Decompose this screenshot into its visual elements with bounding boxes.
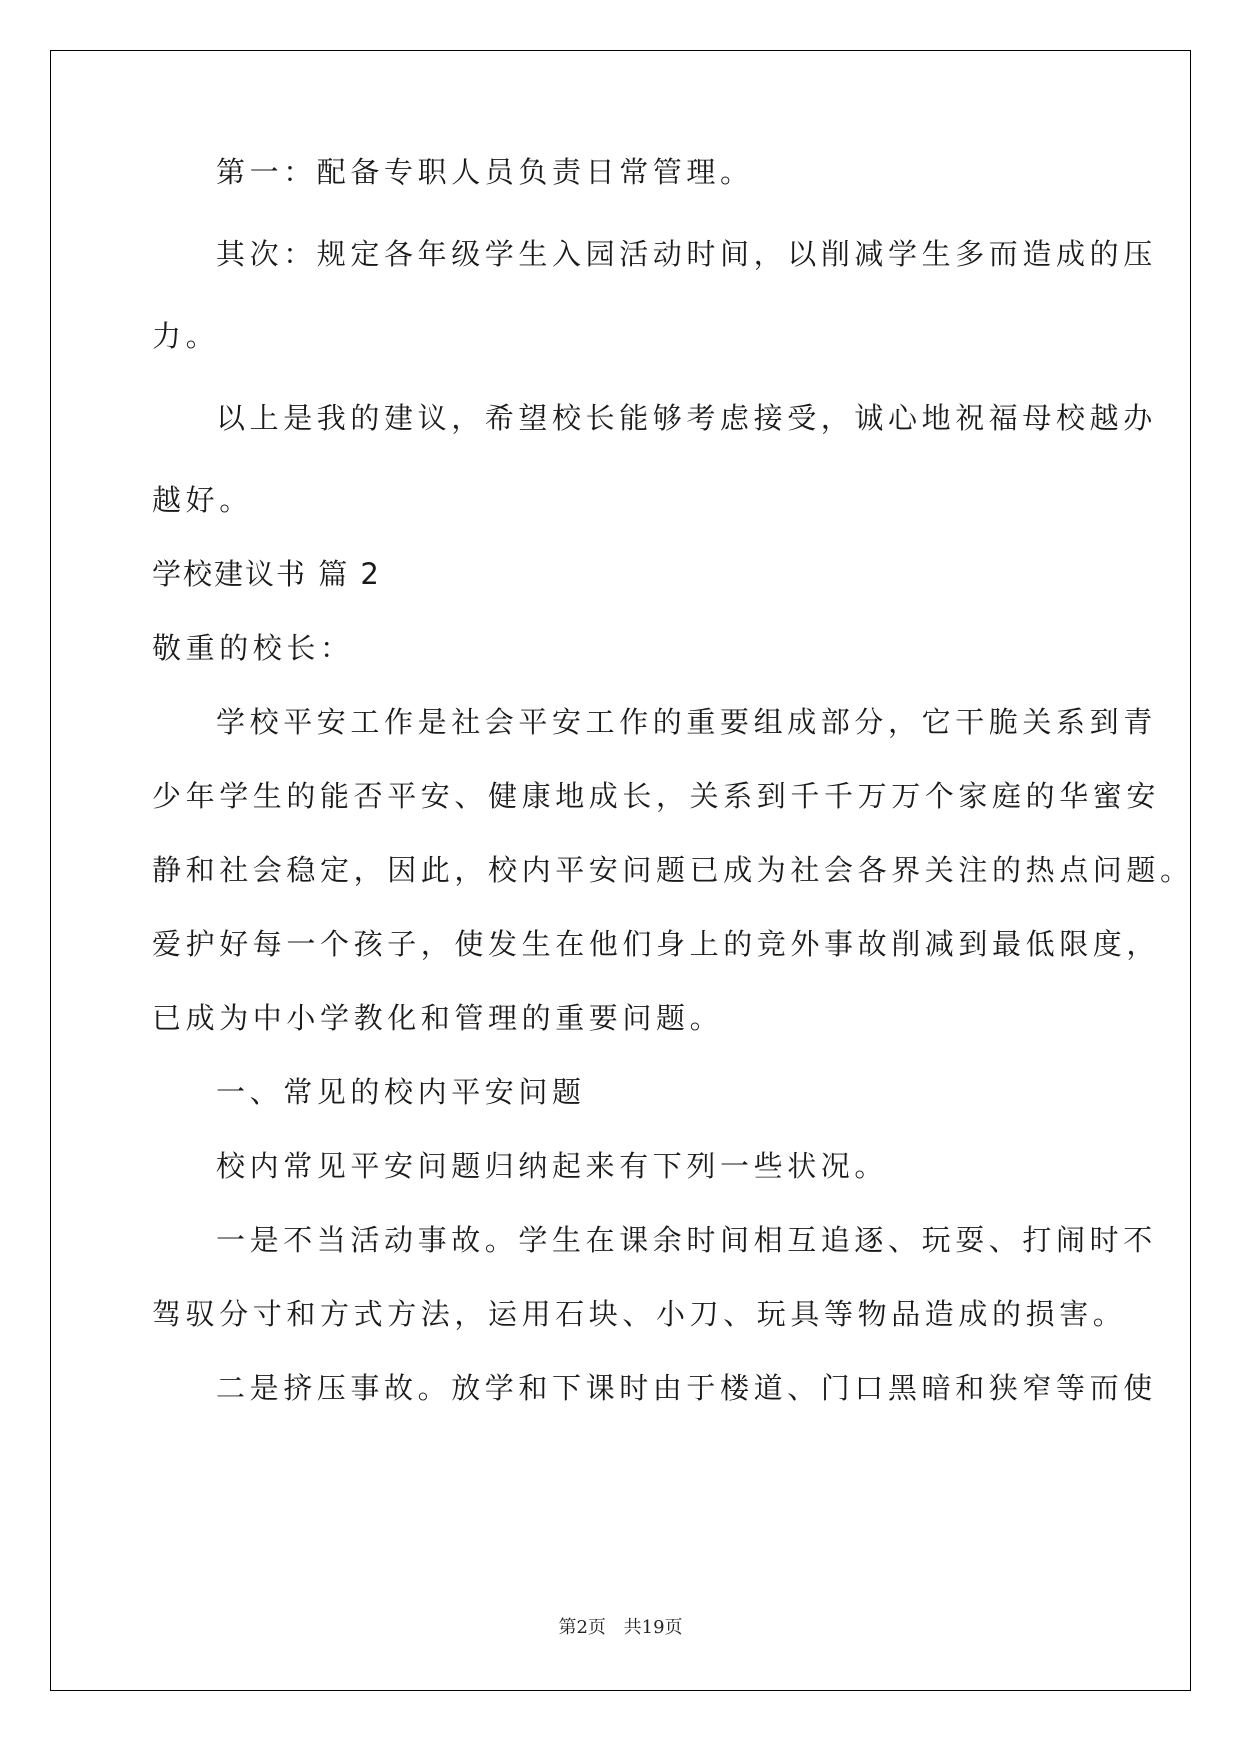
page-total: 共19页: [623, 1617, 683, 1638]
page-number: 第2页: [558, 1617, 606, 1638]
subheading-line: 一、常见的校内平安问题: [216, 1075, 586, 1109]
paragraph-line: 其次：规定各年级学生入园活动时间，以削减学生多而造成的压: [216, 237, 1157, 271]
paragraph-line: 二是挤压事故。放学和下课时由于楼道、门口黑暗和狭窄等而使: [216, 1371, 1157, 1405]
paragraph-line: 力。: [152, 319, 220, 353]
document-body: [152, 140, 1194, 1420]
paragraph-line: 驾驭分寸和方式方法，运用石块、小刀、玩具等物品造成的损害。: [152, 1297, 1127, 1331]
paragraph-line: 越好。: [152, 483, 253, 517]
paragraph-line: 少年学生的能否平安、健康地成长，关系到千千万万个家庭的华蜜安: [152, 779, 1161, 813]
paragraph-line: 爱护好每一个孩子，使发生在他们身上的竞外事故削减到最低限度，: [152, 927, 1161, 961]
salutation: 敬重的校长：: [152, 631, 354, 665]
paragraph-line: 第一：配备专职人员负责日常管理。: [216, 155, 754, 189]
paragraph-line: 以上是我的建议，希望校长能够考虑接受，诚心地祝福母校越办: [216, 401, 1157, 435]
paragraph-line: 学校平安工作是社会平安工作的重要组成部分，它干脆关系到青: [216, 705, 1157, 739]
section-heading: 学校建议书 篇 2: [152, 557, 381, 591]
paragraph-line: 已成为中小学教化和管理的重要问题。: [152, 1001, 724, 1035]
page-footer: [0, 1613, 1241, 1639]
paragraph-line: 校内常见平安问题归纳起来有下列一些状况。: [216, 1149, 889, 1183]
paragraph-line: 一是不当活动事故。学生在课余时间相互追逐、玩耍、打闹时不: [216, 1223, 1157, 1257]
paragraph-line: 静和社会稳定，因此，校内平安问题已成为社会各界关注的热点问题。: [152, 853, 1194, 887]
